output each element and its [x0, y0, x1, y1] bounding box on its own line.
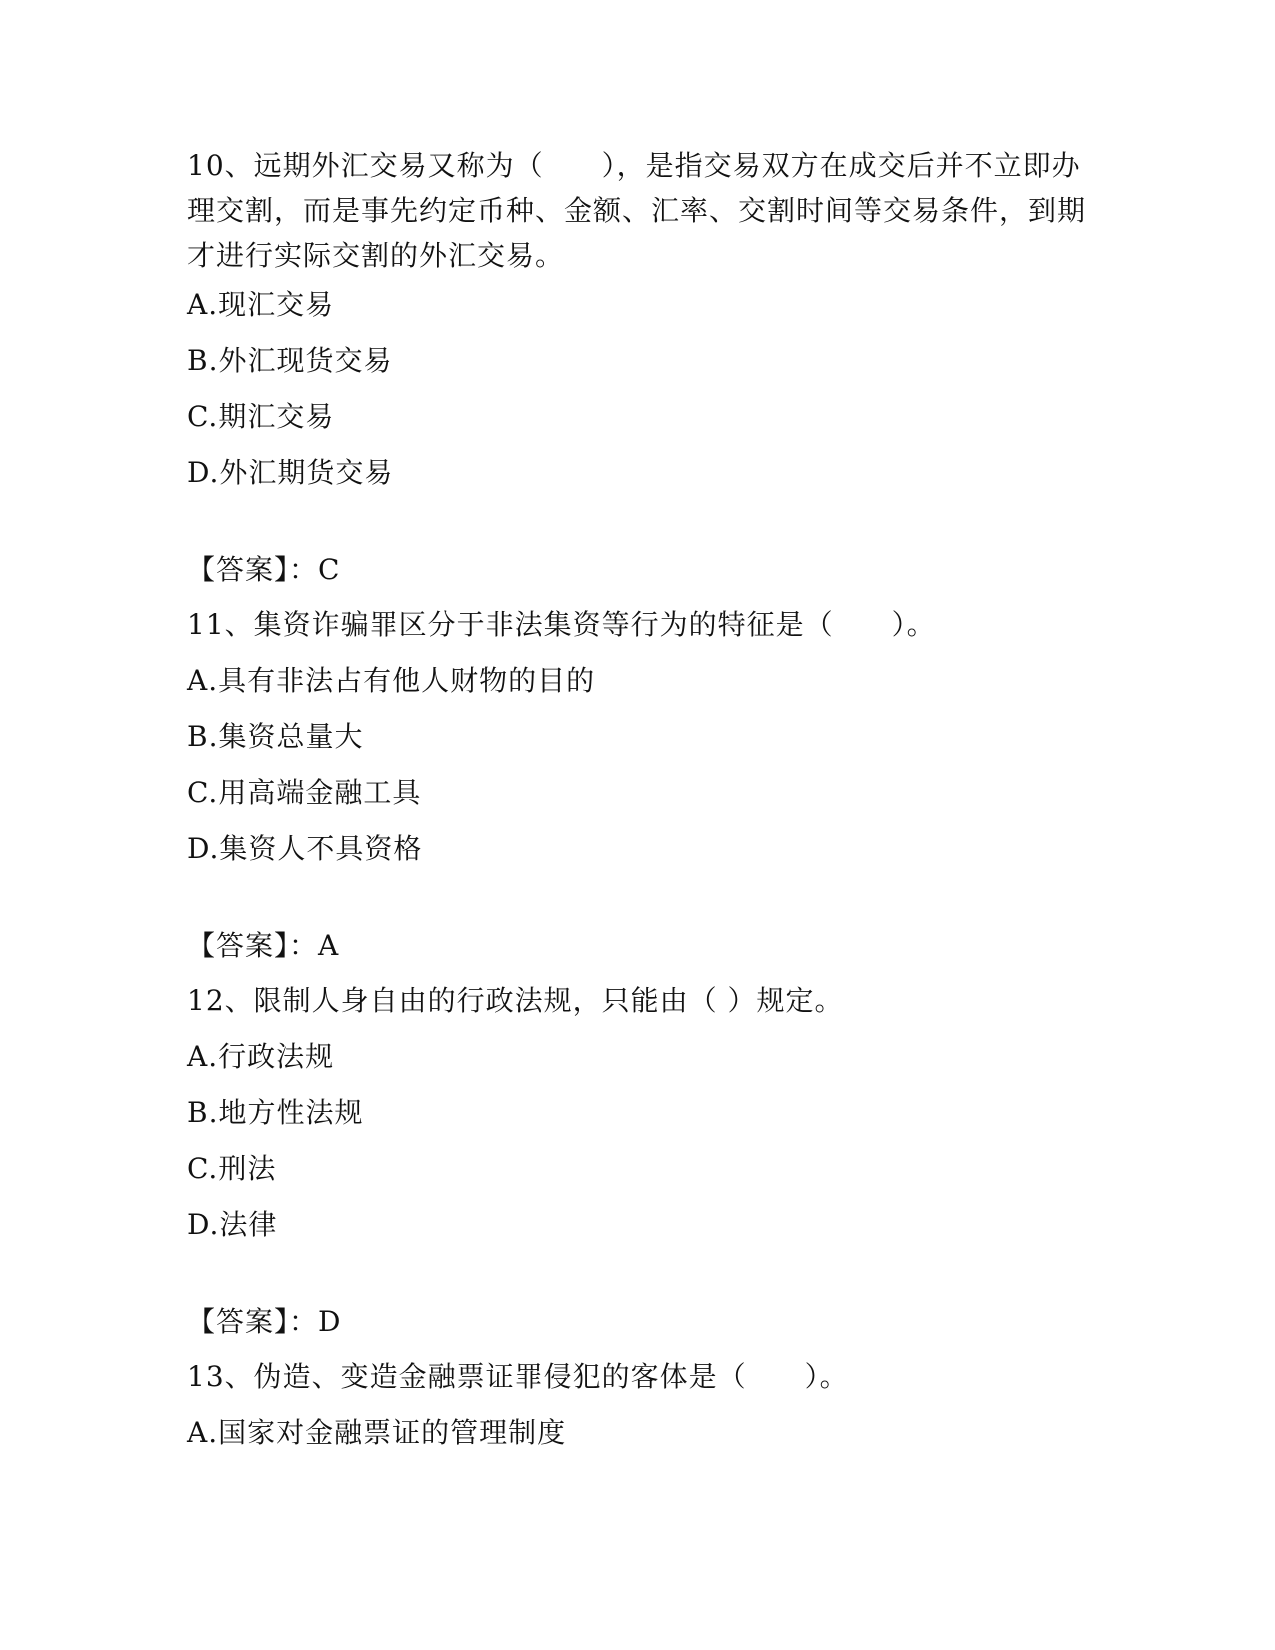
question-10-option-b: B.外汇现货交易: [187, 344, 393, 377]
question-11-title: 11、集资诈骗罪区分于非法集资等行为的特征是（ ）。: [187, 608, 936, 641]
question-13-title: 13、伪造、变造金融票证罪侵犯的客体是（ ）。: [187, 1360, 849, 1393]
question-11-option-c: C.用高端金融工具: [187, 776, 422, 809]
question-10-answer: 【答案】：C: [187, 553, 341, 586]
exam-page: [187, 143, 1087, 1469]
question-13-option-a: A.国家对金融票证的管理制度: [187, 1416, 567, 1449]
question-12-answer: 【答案】：D: [187, 1305, 342, 1338]
question-12-option-b: B.地方性法规: [187, 1096, 364, 1129]
spacer: [187, 509, 1087, 550]
question-11-option-a: A.具有非法占有他人财物的目的: [187, 664, 596, 697]
question-12-option-d: D.法律: [187, 1208, 278, 1241]
question-10-option-d: D.外汇期货交易: [187, 456, 394, 489]
spacer: [187, 1261, 1087, 1302]
spacer: [187, 885, 1087, 926]
question-10-option-a: A.现汇交易: [187, 288, 335, 321]
question-12-title: 12、限制人身自由的行政法规，只能由（ ）规定。: [187, 984, 844, 1017]
question-10-option-c: C.期汇交易: [187, 400, 335, 433]
question-11-option-d: D.集资人不具资格: [187, 832, 423, 865]
question-11-option-b: B.集资总量大: [187, 720, 364, 753]
question-11-answer: 【答案】：A: [187, 929, 340, 962]
question-12-option-c: C.刑法: [187, 1152, 277, 1185]
question-10-title: 10、远期外汇交易又称为（ ），是指交易双方在成交后并不立即办理交割，而是事先约定币种、金额、汇率、交割时间等交易条件，到期才进行实际交割的外汇交易。: [187, 149, 1087, 272]
question-12-option-a: A.行政法规: [187, 1040, 335, 1073]
